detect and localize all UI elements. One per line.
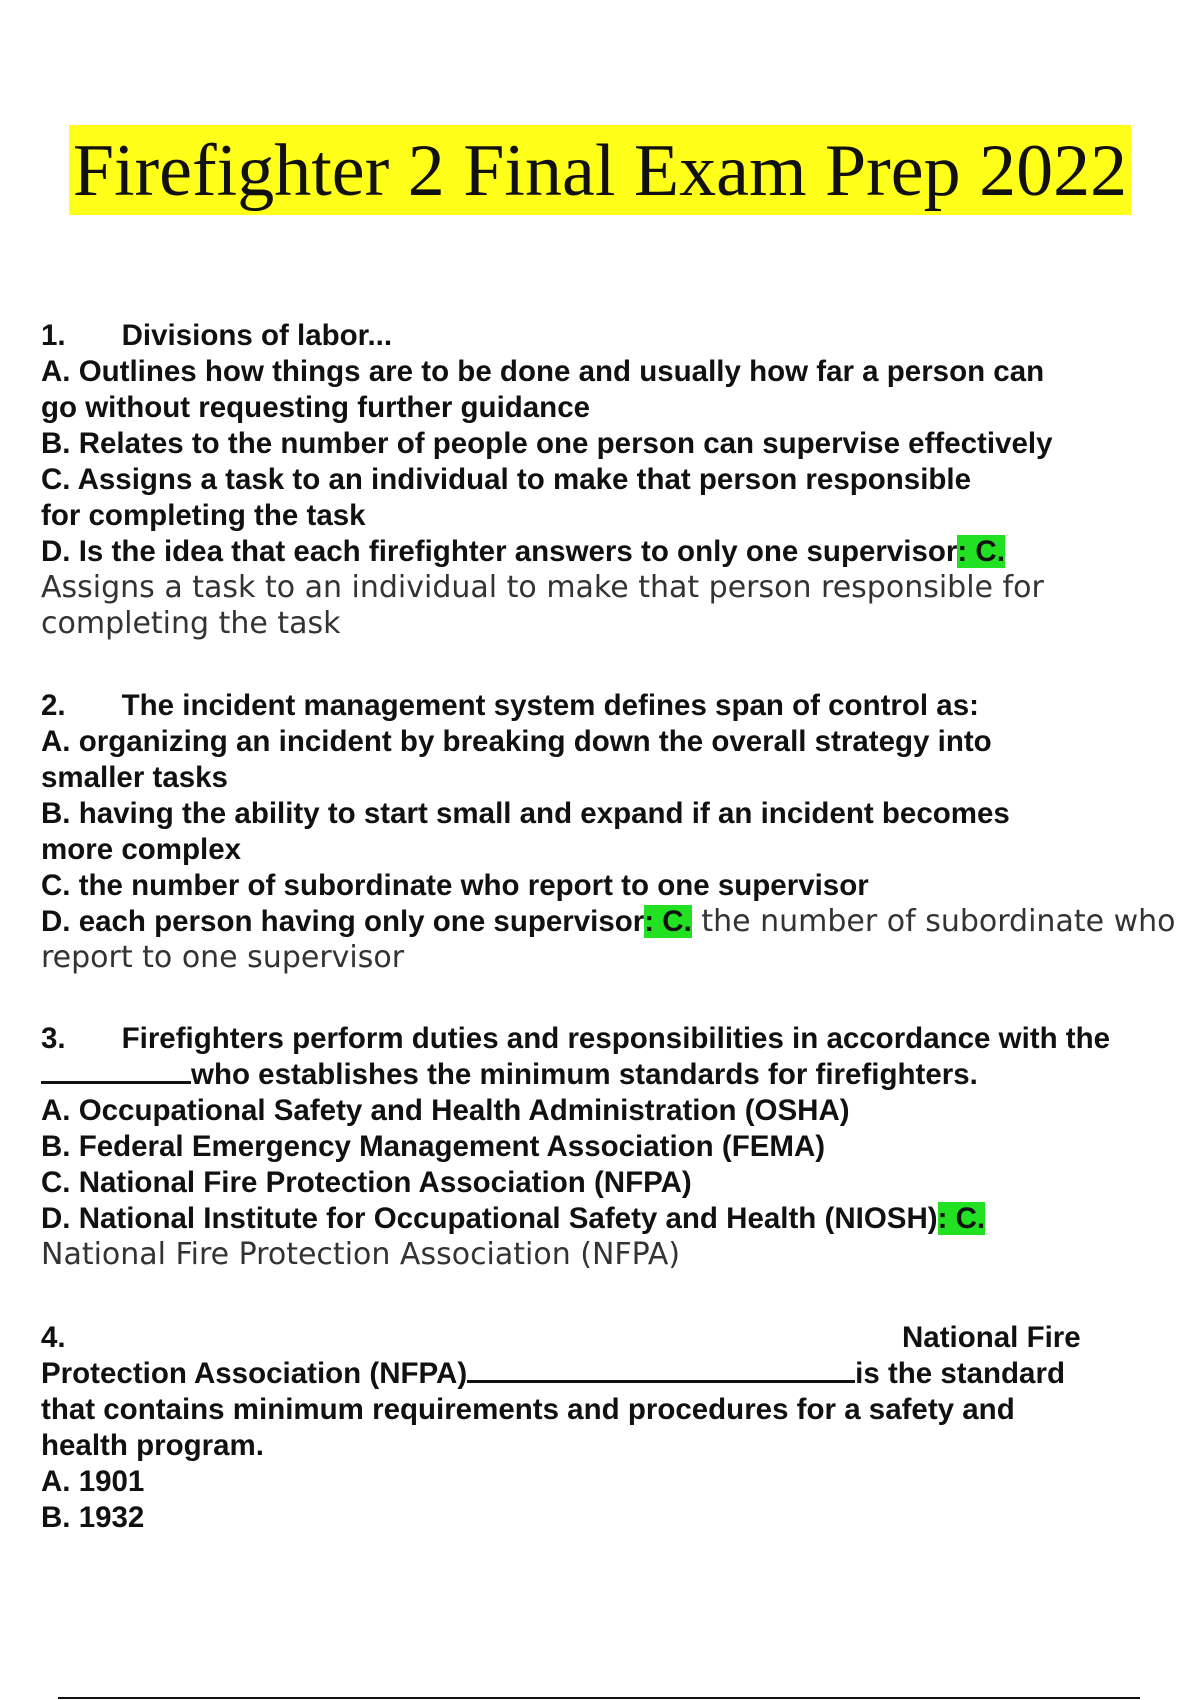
option-line: B. having the ability to start small and expand if an incident becomes — [41, 797, 1010, 830]
question-2 — [41, 688, 1181, 976]
option-line: A. 1901 — [41, 1465, 145, 1498]
page-title: Firefighter 2 Final Exam Prep 2022 — [69, 125, 1131, 215]
option-line: B. Federal Emergency Management Association (FEMA) — [41, 1130, 826, 1163]
question-1 — [41, 318, 1181, 642]
question-number: 3. — [41, 1022, 66, 1055]
question-stem-part2: is the standard — [855, 1357, 1065, 1390]
option-line: B. 1932 — [41, 1501, 145, 1534]
question-number: 2. — [41, 689, 66, 722]
question-stem-right: National Fire — [902, 1321, 1081, 1354]
question-3 — [41, 1021, 1181, 1273]
footer-divider — [58, 1697, 1140, 1699]
option-line: A. Occupational Safety and Health Administration (OSHA) — [41, 1094, 850, 1127]
option-line: D. each person having only one supervisor — [41, 905, 645, 938]
question-stem-part1: Firefighters perform duties and responsibilities in accordance with the — [121, 1022, 1111, 1055]
option-line: more complex — [41, 833, 242, 866]
option-line: B. Relates to the number of people one person can supervise effectively — [41, 427, 1053, 460]
question-stem-part2: who establishes the minimum standards for firefighters. — [191, 1058, 978, 1091]
answer-text: Assigns a task to an individual to make that person responsible for completing the task — [41, 570, 1044, 641]
option-line: C. National Fire Protection Association (NFPA) — [41, 1166, 692, 1199]
option-line: D. Is the idea that each firefighter answers to only one supervisor — [41, 535, 958, 568]
title-container — [0, 125, 1200, 215]
question-stem-part3: that contains minimum requirements and procedures for a safety and — [41, 1393, 1015, 1426]
option-line: A. Outlines how things are to be done and usually how far a person can — [41, 355, 1045, 388]
question-stem-part1: Protection Association (NFPA) — [41, 1357, 468, 1390]
question-number: 4. — [41, 1321, 66, 1354]
question-stem-part4: health program. — [41, 1429, 264, 1462]
question-stem: The incident management system defines span of control as: — [121, 689, 979, 722]
option-line: for completing the task — [41, 499, 366, 532]
option-line: D. National Institute for Occupational Safety and Health (NIOSH) — [41, 1202, 938, 1235]
fill-in-blank — [467, 1356, 855, 1383]
question-number: 1. — [41, 319, 66, 352]
answer-marker: : C. — [644, 905, 692, 938]
option-line: smaller tasks — [41, 761, 228, 794]
answer-marker: : C. — [957, 535, 1005, 568]
option-line: C. the number of subordinate who report to one supervisor — [41, 869, 869, 902]
option-line: A. organizing an incident by breaking down the overall strategy into — [41, 725, 992, 758]
answer-text: National Fire Protection Association (NFPA) — [41, 1237, 681, 1272]
option-line: C. Assigns a task to an individual to make that person responsible — [41, 463, 972, 496]
question-4 — [41, 1320, 1181, 1536]
answer-text: the number of subordinate who report to one supervisor — [41, 904, 1176, 975]
answer-marker: : C. — [937, 1202, 986, 1235]
option-line: go without requesting further guidance — [41, 391, 591, 424]
question-stem: Divisions of labor... — [121, 319, 393, 352]
fill-in-blank — [41, 1057, 191, 1084]
